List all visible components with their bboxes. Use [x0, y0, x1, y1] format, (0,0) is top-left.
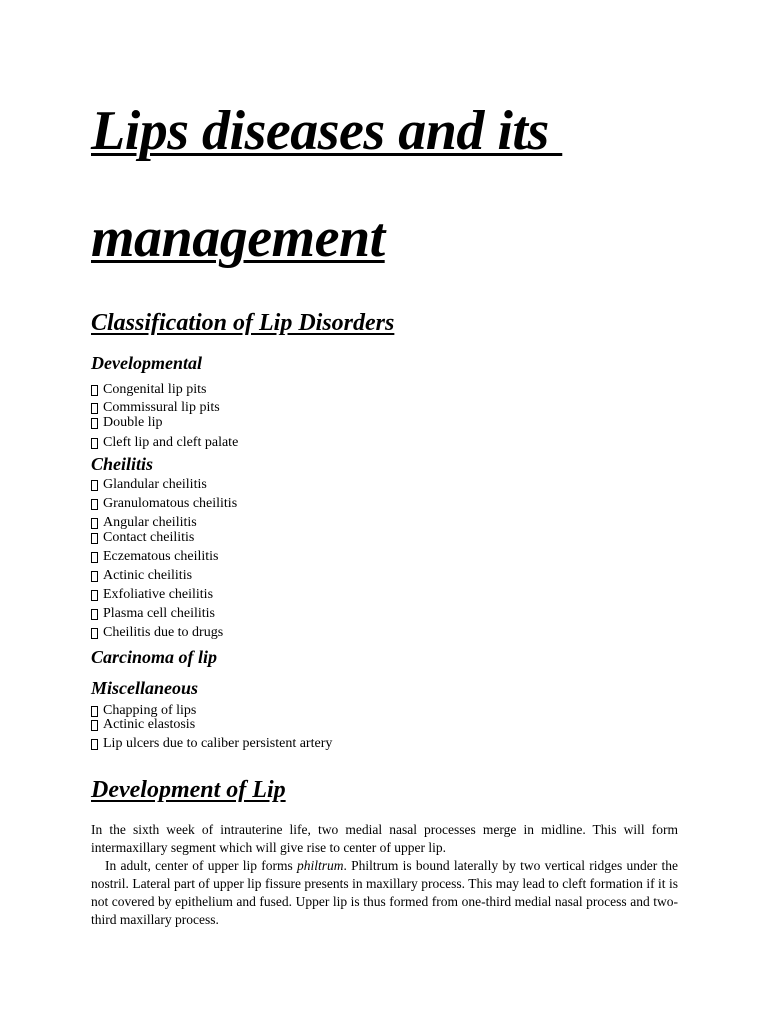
group-heading-carcinoma: Carcinoma of lip — [91, 647, 218, 667]
bullet-icon — [91, 609, 98, 620]
group-heading-miscellaneous: Miscellaneous — [91, 678, 199, 698]
list-item-label: Eczematous cheilitis — [103, 549, 219, 564]
list-item — [91, 550, 218, 564]
classification-heading: Classification of Lip Disorders — [91, 310, 395, 336]
development-heading: Development of Lip — [91, 777, 286, 803]
bullet-icon — [91, 720, 98, 731]
list-item-label: Congenital lip pits — [103, 382, 207, 397]
list-item-label: Contact cheilitis — [103, 530, 195, 545]
list-item — [91, 416, 163, 430]
list-item — [91, 718, 195, 732]
bullet-icon — [91, 533, 98, 544]
list-item-label: Actinic cheilitis — [103, 568, 193, 583]
bullet-icon — [91, 552, 98, 563]
list-item — [91, 588, 213, 602]
list-item-label: Double lip — [103, 415, 163, 430]
bullet-icon — [91, 403, 98, 414]
list-item-label: Actinic elastosis — [103, 717, 196, 732]
list-item — [91, 478, 207, 492]
list-item-label: Chapping of lips — [103, 703, 197, 718]
philtrum-term: philtrum — [297, 858, 344, 873]
group-heading-developmental: Developmental — [91, 353, 202, 373]
bullet-icon — [91, 739, 98, 750]
list-item-label: Angular cheilitis — [103, 515, 197, 530]
list-item — [91, 626, 223, 640]
paragraph-text: In adult, center of upper lip forms — [105, 858, 298, 873]
bullet-icon — [91, 628, 98, 639]
document-title-line-2: management — [91, 207, 385, 269]
bullet-icon — [91, 385, 98, 396]
bullet-icon — [91, 499, 98, 510]
bullet-icon — [91, 438, 98, 449]
bullet-icon — [91, 518, 98, 529]
list-item — [91, 401, 220, 415]
list-item — [91, 569, 192, 583]
list-item — [91, 497, 237, 511]
document-title-line-1: Lips diseases and its — [91, 100, 563, 162]
bullet-icon — [91, 706, 98, 717]
list-item — [91, 383, 206, 397]
list-item — [91, 516, 197, 530]
list-item — [91, 737, 332, 751]
list-item-label: Lip ulcers due to caliber persistent artery — [103, 736, 333, 751]
paragraph-text: . Philtrum is bound laterally by two vertical ridges under the nostril. Lateral part of upper lip fissure presents in maxillary process. This may lead to cleft formation if it is not covered by epithelium and fused. Upper lip is thus formed from one-third medial nasal process and two-third maxillary process. — [91, 858, 678, 927]
list-item-label: Exfoliative cheilitis — [103, 587, 214, 602]
bullet-icon — [91, 418, 98, 429]
list-item — [91, 531, 194, 545]
list-item — [91, 607, 215, 621]
list-item-label: Cheilitis due to drugs — [103, 625, 224, 640]
development-paragraph-1: In the sixth week of intrauterine life, two medial nasal processes merge in midline. This will form intermaxillary segment which will give rise to center of upper lip. — [91, 822, 678, 855]
list-item-label: Plasma cell cheilitis — [103, 606, 215, 621]
development-paragraph-2 — [91, 857, 678, 929]
list-item-label: Cleft lip and cleft palate — [103, 435, 239, 450]
list-item — [91, 704, 196, 718]
bullet-icon — [91, 590, 98, 601]
list-item-label: Glandular cheilitis — [103, 477, 207, 492]
bullet-icon — [91, 480, 98, 491]
group-heading-cheilitis: Cheilitis — [91, 454, 154, 474]
list-item-label: Granulomatous cheilitis — [103, 496, 238, 511]
list-item — [91, 436, 238, 450]
bullet-icon — [91, 571, 98, 582]
list-item-label: Commissural lip pits — [103, 400, 220, 415]
